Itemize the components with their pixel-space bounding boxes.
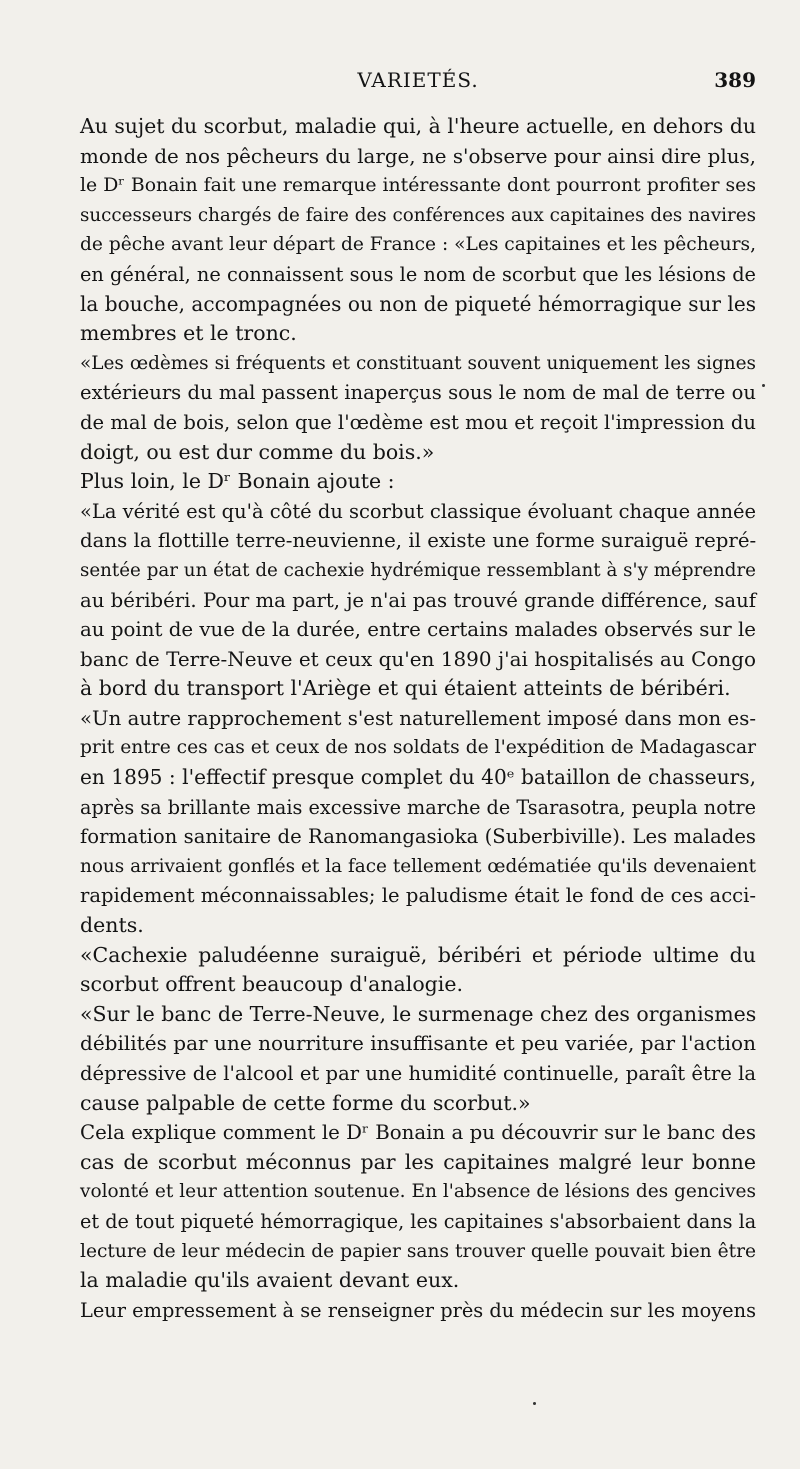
text-line: successeurs chargés de faire des conférences aux capitaines des navires (80, 204, 756, 226)
text-line: rapidement méconnaissables; le paludisme était le fond de ces acci- (80, 884, 756, 908)
text-line: Leur empressement à se renseigner près du médecin sur les moyens (80, 1298, 756, 1322)
text-line: dents. (80, 913, 144, 938)
text-line: en 1895 : l'effectif presque complet du 40ᵉ bataillon de chasseurs, (80, 765, 756, 790)
text-line: «Sur le banc de Terre-Neuve, le surmenage chez des organismes (80, 1001, 757, 1026)
text-line: membres et le tronc. (80, 321, 297, 346)
text-line: le Dʳ Bonain fait une remarque intéressante dont pourront profiter ses (80, 175, 756, 197)
text-line: monde de nos pêcheurs du large, ne s'observe pour ainsi dire plus, (80, 144, 756, 168)
text-line: dans la flottille terre-neuvienne, il existe une forme suraiguë repré- (80, 529, 757, 553)
text-line: sentée par un état de cachexie hydrémique ressemblant à s'y méprendre (80, 559, 756, 581)
body-text (80, 112, 756, 1325)
text-line: après sa brillante mais excessive marche de Tsarasotra, peupla notre (80, 795, 757, 819)
ink-speck (533, 1402, 536, 1405)
text-line: de mal de bois, selon que l'œdème est mou et reçoit l'impression du (80, 410, 756, 434)
text-line: au point de vue de la durée, entre certains malades observés sur le (80, 618, 756, 642)
text-line: Au sujet du scorbut, maladie qui, à l'heure actuelle, en dehors du (80, 114, 756, 138)
text-line: au béribéri. Pour ma part, je n'ai pas trouvé grande différence, sauf (80, 588, 756, 612)
text-line: cas de scorbut méconnus par les capitaines malgré leur bonne (80, 1149, 756, 1174)
text-line: «La vérité est qu'à côté du scorbut classique évoluant chaque année (80, 499, 756, 523)
text-line: dépressive de l'alcool et par une humidité continuelle, paraît être la (80, 1062, 756, 1085)
text-line: banc de Terre-Neuve et ceux qu'en 1890 j'ai hospitalisés au Congo (80, 646, 756, 671)
text-line: volonté et leur attention soutenue. En l'absence de lésions des gencives (80, 1181, 756, 1203)
text-line: «Les œdèmes si fréquents et constituant souvent uniquement les signes (80, 352, 756, 374)
text-line: nous arrivaient gonflés et la face tellement œdématiée qu'ils devenaient (80, 855, 756, 877)
text-line: prit entre ces cas et ceux de nos soldats de l'expédition de Madagascar (80, 737, 756, 759)
ink-speck (762, 384, 765, 387)
text-line: la bouche, accompagnées ou non de piqueté hémorragique sur les (80, 291, 756, 316)
text-line: Cela explique comment le Dʳ Bonain a pu découvrir sur le banc des (80, 1121, 756, 1145)
text-line: débilités par une nourriture insuffisante et peu variée, par l'action (80, 1031, 756, 1056)
text-line: et de tout piqueté hémorragique, les capitaines s'absorbaient dans la (80, 1209, 757, 1233)
text-line: Plus loin, le Dʳ Bonain ajoute : (80, 469, 395, 494)
text-line: scorbut offrent beaucoup d'analogie. (80, 972, 463, 997)
text-line: formation sanitaire de Ranomangasioka (Suberbiville). Les malades (80, 825, 756, 849)
text-line: en général, ne connaissent sous le nom de scorbut que les lésions de (80, 262, 756, 286)
page-header (80, 68, 756, 102)
text-line: extérieurs du mal passent inaperçus sous le nom de mal de terre ou (80, 381, 756, 405)
running-title: VARIETÉS. (357, 68, 479, 92)
page-number: 389 (714, 68, 756, 92)
text-line: doigt, ou est dur comme du bois.» (80, 439, 435, 464)
text-line: lecture de leur médecin de papier sans trouver quelle pouvait bien être (80, 1240, 756, 1262)
text-line: «Cachexie paludéenne suraiguë, béribéri et période ultime du (80, 942, 756, 967)
text-line: à bord du transport l'Ariège et qui étaient atteints de béribéri. (80, 676, 731, 701)
text-line: la maladie qu'ils avaient devant eux. (80, 1268, 460, 1293)
text-line: cause palpable de cette forme du scorbut.» (80, 1090, 531, 1115)
text-line: de pêche avant leur départ de France : «Les capitaines et les pêcheurs, (80, 234, 756, 256)
text-line: «Un autre rapprochement s'est naturellement imposé dans mon es- (80, 706, 756, 730)
